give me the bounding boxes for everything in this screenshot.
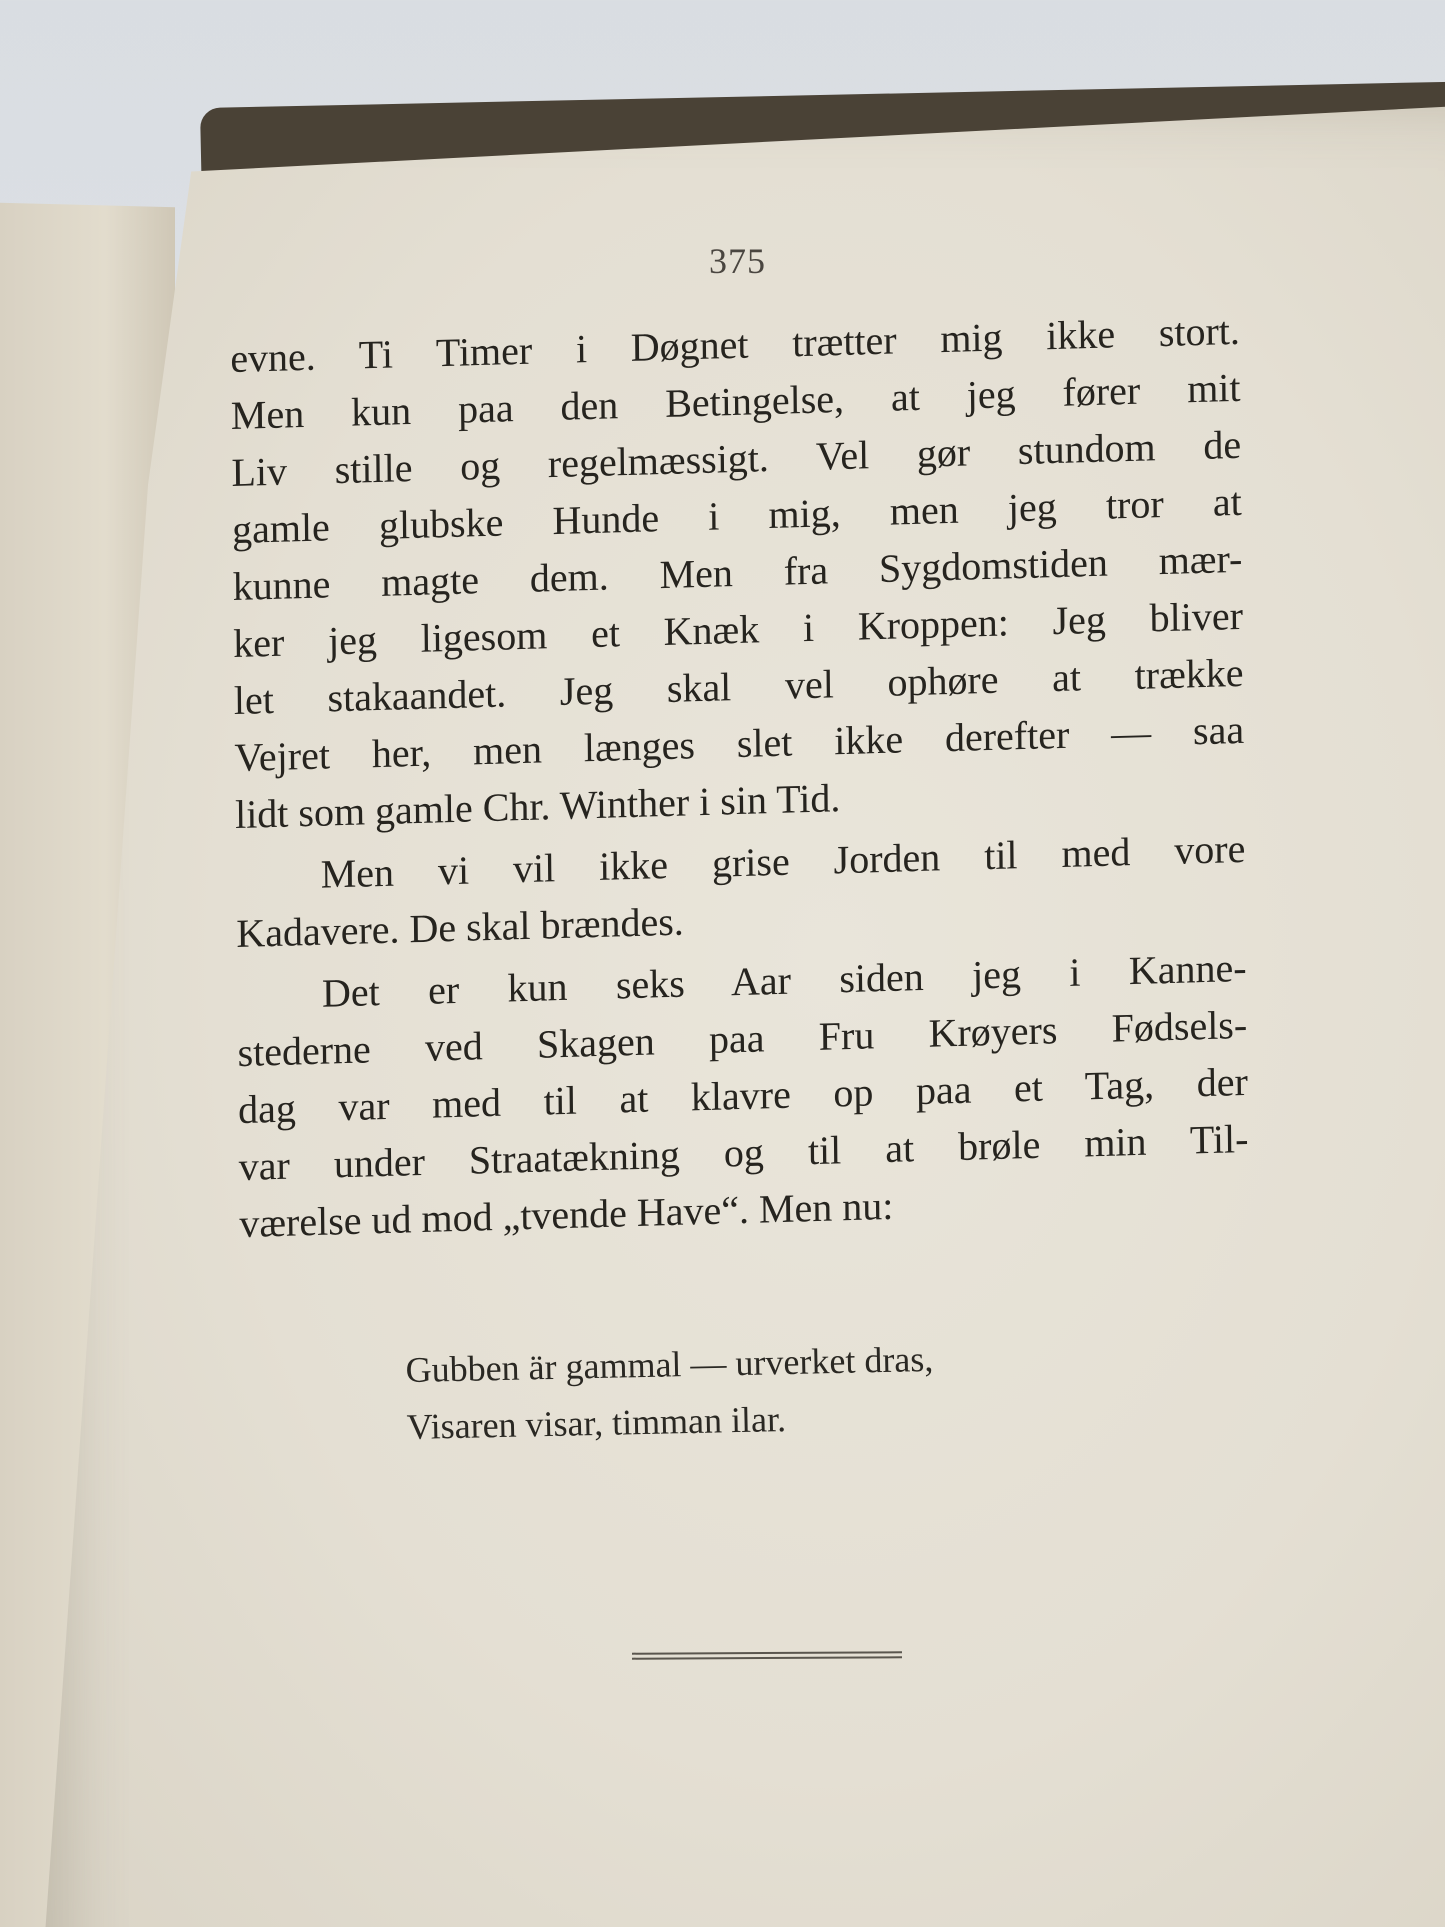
text-line: Kadavere. De skal brændes. — [236, 898, 685, 957]
text-line: Liv stille og regelmæssigt. Vel gør stundom de — [231, 421, 1242, 496]
text-line: gamle glubske Hunde i mig, men jeg tror at — [231, 478, 1242, 553]
text-line: dag var med til at klavre op paa et Tag, der — [237, 1058, 1249, 1133]
text-line: var under Straatækning og til at brøle min Til- — [238, 1115, 1249, 1190]
verse-quote — [405, 1331, 935, 1456]
text-line: Det er kun seks Aar siden jeg i Kanne- — [321, 944, 1247, 1016]
verse-line: Gubben är gammal — urverket dras, — [405, 1338, 934, 1390]
body-text — [230, 302, 1249, 1252]
text-line: evne. Ti Timer i Døgnet trætter mig ikke stort. — [230, 307, 1241, 382]
verse-line: Visaren visar, timman ilar. — [406, 1399, 787, 1447]
text-line: Men kun paa den Betingelse, at jeg fører mit — [230, 364, 1241, 439]
text-line: lidt som gamle Chr. Winther i sin Tid. — [234, 775, 841, 838]
text-line: ker jeg ligesom et Knæk i Kroppen: Jeg bliver — [233, 592, 1244, 667]
text-line: kunne magte dem. Men fra Sygdomstiden mær- — [232, 535, 1243, 610]
text-line: let stakaandet. Jeg skal vel ophøre at trække — [233, 649, 1244, 724]
text-line: stederne ved Skagen paa Fru Krøyers Fødsels- — [237, 1001, 1248, 1076]
text-line: værelse ud mod „tvende Have“. Men nu: — [239, 1182, 894, 1247]
text-line: Men vi vil ikke grise Jorden til med vore — [320, 825, 1246, 897]
page-number: 375 — [709, 241, 766, 281]
text-line: Vejret her, men længes slet ikke derefter — saa — [234, 706, 1245, 781]
end-rule — [632, 1649, 902, 1660]
